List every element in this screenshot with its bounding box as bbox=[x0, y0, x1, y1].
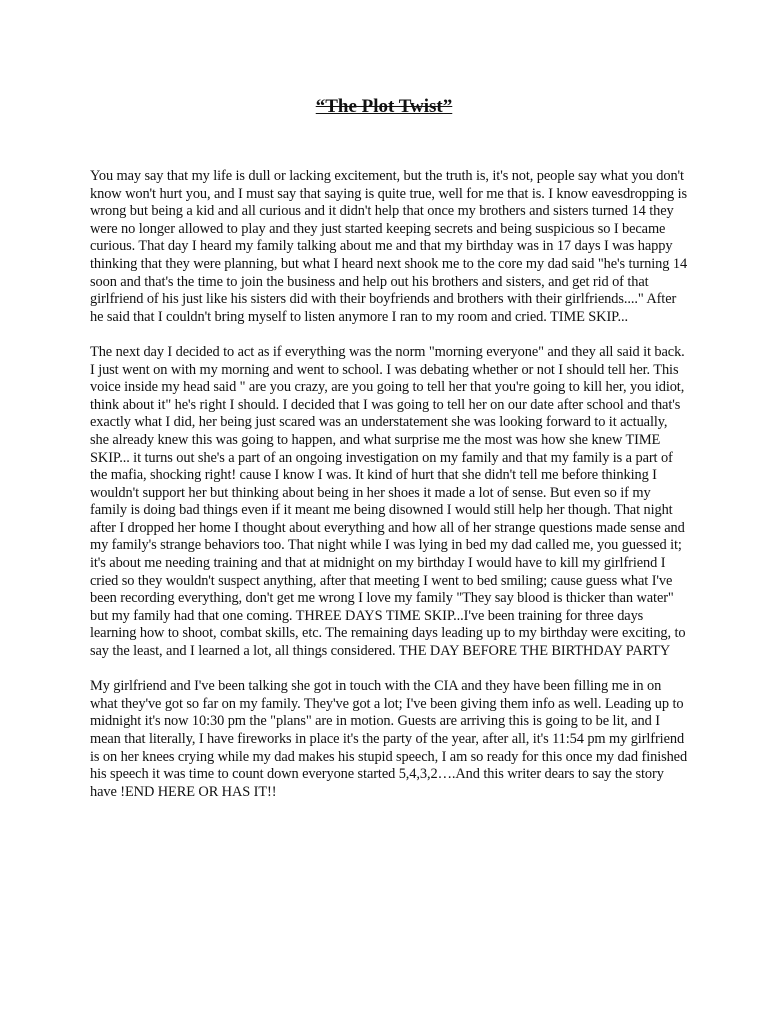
paragraph-2: The next day I decided to act as if everything was the norm "morning everyone" and they all said it back. I just went on with my morning and went to school. I was debating whether or not I should tell her. This voice inside my head said " are you crazy, are you going to tell her that you're going to kill her, you idiot, think about it" he's right I should. I decided that I was going to tell her on our date after school and that's exactly what I did, her being just scared was an understatement she was looking forward to it actually, she already knew this was going to happen, and what surprise me the most was how she knew TIME SKIP... it turns out she's a part of an ongoing investigation on my family and that my family is a part of the mafia, shocking right! cause I know I was. It kind of hurt that she didn't tell me before thinking I wouldn't support her but thinking about being in her shoes it made a lot of sense. But even so if my family is doing bad things even if it meant me being disowned I would still help her though. That night after I dropped her home I thought about everything and how all of her strange questions made sense and my family's strange behaviors too. That night while I was lying in bed my dad called me, you guessed it; it's about me needing training and that at midnight on my birthday I would have to kill my girlfriend I cried so they wouldn't suspect anything, after that meeting I went to bed smiling; cause guess what I've been recording everything, don't get me wrong I love my family "They say blood is thicker than water" but my family had that one coming. THREE DAYS TIME SKIP...I've been training for three days learning how to shoot, combat skills, etc. The remaining days leading up to my birthday were exciting, to say the least, and I learned a lot, all things considered. THE DAY BEFORE THE BIRTHDAY PARTY bbox=[90, 343, 686, 660]
document-title: “The Plot Twist” bbox=[315, 96, 453, 117]
paragraph-1: You may say that my life is dull or lacking excitement, but the truth is, it's not, people say what you don't know won't hurt you, and I must say that saying is quite true, well for me that is. I know eavesdropping is wrong but being a kid and all curious and it didn't help that once my brothers and sisters turned 14 they were no longer allowed to play and they just started keeping secrets and being suspicious so I became curious. That day I heard my family talking about me and that my birthday was in 17 days I was happy thinking that they were planning, but what I heard next shook me to the core my dad said "he's turning 14 soon and that's the time to join the business and help out his brothers and sisters, and get rid of that girlfriend of his just like his sisters did with their boyfriends and brothers with their girlfriends...." After he said that I couldn't bring myself to listen anymore I ran to my room and cried. TIME SKIP... bbox=[90, 168, 688, 325]
document-body bbox=[90, 168, 688, 819]
paragraph-3: My girlfriend and I've been talking she got in touch with the CIA and they have been filling me in on what they've got so far on my family. They've got a lot; I've been giving them info as well. Leading up to midnight it's now 10:30 pm the "plans" are in motion. Guests are arriving this is going to be lit, and I mean that literally, I have fireworks in place it's the party of the year, after all, it's 11:54 pm my girlfriend is on her knees crying while my dad makes his stupid speech, I am so ready for this once my dad finished his speech it was time to count down everyone started 5,4,3,2….And this writer dears to say the story have !END HERE OR HAS IT!! bbox=[90, 678, 688, 800]
